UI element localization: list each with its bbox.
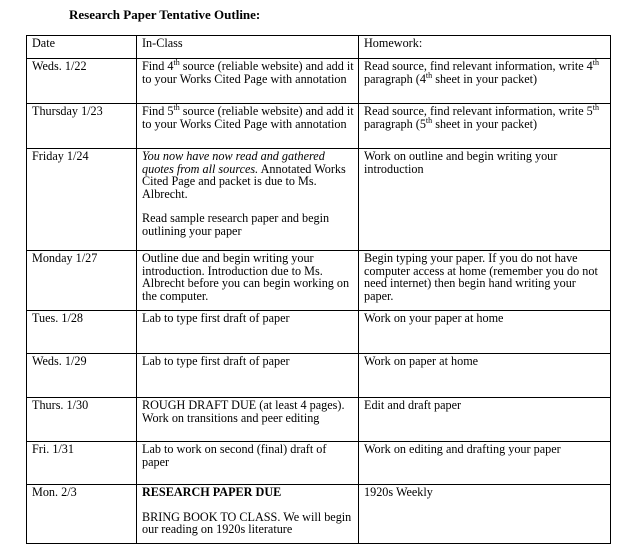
in-class-cell: Outline due and begin writing your introduction. Introduction due to Ms. Albrecht before you can begin working on the computer.: [137, 251, 359, 311]
in-class-cell: Lab to type first draft of paper: [137, 354, 359, 398]
date-cell: Friday 1/24: [27, 149, 137, 251]
in-class-cell: [137, 485, 359, 544]
in-class-text-para2: BRING BOOK TO CLASS. We will begin our reading on 1920s literature: [142, 509, 352, 536]
header-homework: Homework:: [359, 36, 611, 59]
date-cell: Thurs. 1/30: [27, 398, 137, 442]
ordinal-suffix: th: [173, 103, 180, 112]
table-row: [27, 104, 611, 149]
homework-text: Read source, find relevant information, write 4: [364, 59, 593, 73]
homework-text-end: sheet in your packet): [432, 116, 538, 131]
date-cell: Tues. 1/28: [27, 311, 137, 354]
homework-text-cont: paragraph (5: [364, 116, 426, 131]
ordinal-suffix: th: [592, 58, 600, 67]
in-class-cell: [137, 149, 359, 251]
homework-cell: Work on outline and begin writing your introduction: [359, 149, 611, 251]
ordinal-suffix: th: [592, 103, 600, 112]
in-class-text-para2: Read sample research paper and begin outlining your paper: [142, 211, 330, 238]
date-cell: Thursday 1/23: [27, 104, 137, 149]
homework-cell: Edit and draft paper: [359, 398, 611, 442]
ordinal-suffix: th: [173, 58, 180, 67]
homework-cell: Begin typing your paper. If you do not have computer access at home (remember you do not need internet) then begin hand writing your paper.: [359, 251, 611, 311]
in-class-cell: [137, 104, 359, 149]
homework-text-cont: paragraph (4: [364, 71, 426, 86]
homework-cell: [359, 104, 611, 149]
table-row: [27, 398, 611, 442]
table-row: [27, 311, 611, 354]
in-class-text-cont: source (reliable website) and add it to your Works Cited Page with annotation: [142, 104, 354, 131]
table-header-row: [27, 36, 611, 59]
in-class-cell: Lab to work on second (final) draft of paper: [137, 442, 359, 485]
table-row: [27, 354, 611, 398]
in-class-cell: ROUGH DRAFT DUE (at least 4 pages). Work on transitions and peer editing: [137, 398, 359, 442]
date-cell: Mon. 2/3: [27, 485, 137, 544]
date-cell: Fri. 1/31: [27, 442, 137, 485]
homework-cell: 1920s Weekly: [359, 485, 611, 544]
in-class-cell: [137, 59, 359, 104]
homework-text-end: sheet in your packet): [432, 71, 538, 86]
ordinal-suffix: th: [425, 70, 433, 80]
date-cell: Monday 1/27: [27, 251, 137, 311]
table-row: [27, 149, 611, 251]
table-row: [27, 442, 611, 485]
in-class-bold-text: RESEARCH PAPER DUE: [142, 485, 282, 499]
homework-text: Read source, find relevant information, write 5: [364, 104, 593, 118]
in-class-text: Annotated Works Cited Page and packet is due to Ms. Albrecht.: [142, 161, 346, 201]
homework-cell: [359, 59, 611, 104]
ordinal-suffix: th: [425, 115, 433, 125]
date-cell: Weds. 1/29: [27, 354, 137, 398]
in-class-italic-text: You now have now read and gathered quotes from all sources.: [142, 149, 325, 176]
table-row: [27, 485, 611, 544]
homework-cell: Work on editing and drafting your paper: [359, 442, 611, 485]
header-date: Date: [27, 36, 137, 59]
outline-table: [26, 35, 611, 544]
in-class-cell: Lab to type first draft of paper: [137, 311, 359, 354]
table-row: [27, 59, 611, 104]
homework-cell: Work on your paper at home: [359, 311, 611, 354]
document-title: Research Paper Tentative Outline:: [69, 7, 261, 22]
in-class-text: Find 5: [142, 104, 174, 118]
homework-cell: Work on paper at home: [359, 354, 611, 398]
table-row: [27, 251, 611, 311]
in-class-text-cont: source (reliable website) and add it to your Works Cited Page with annotation: [142, 59, 354, 86]
in-class-text: Find 4: [142, 59, 174, 73]
header-in-class: In-Class: [137, 36, 359, 59]
date-cell: Weds. 1/22: [27, 59, 137, 104]
